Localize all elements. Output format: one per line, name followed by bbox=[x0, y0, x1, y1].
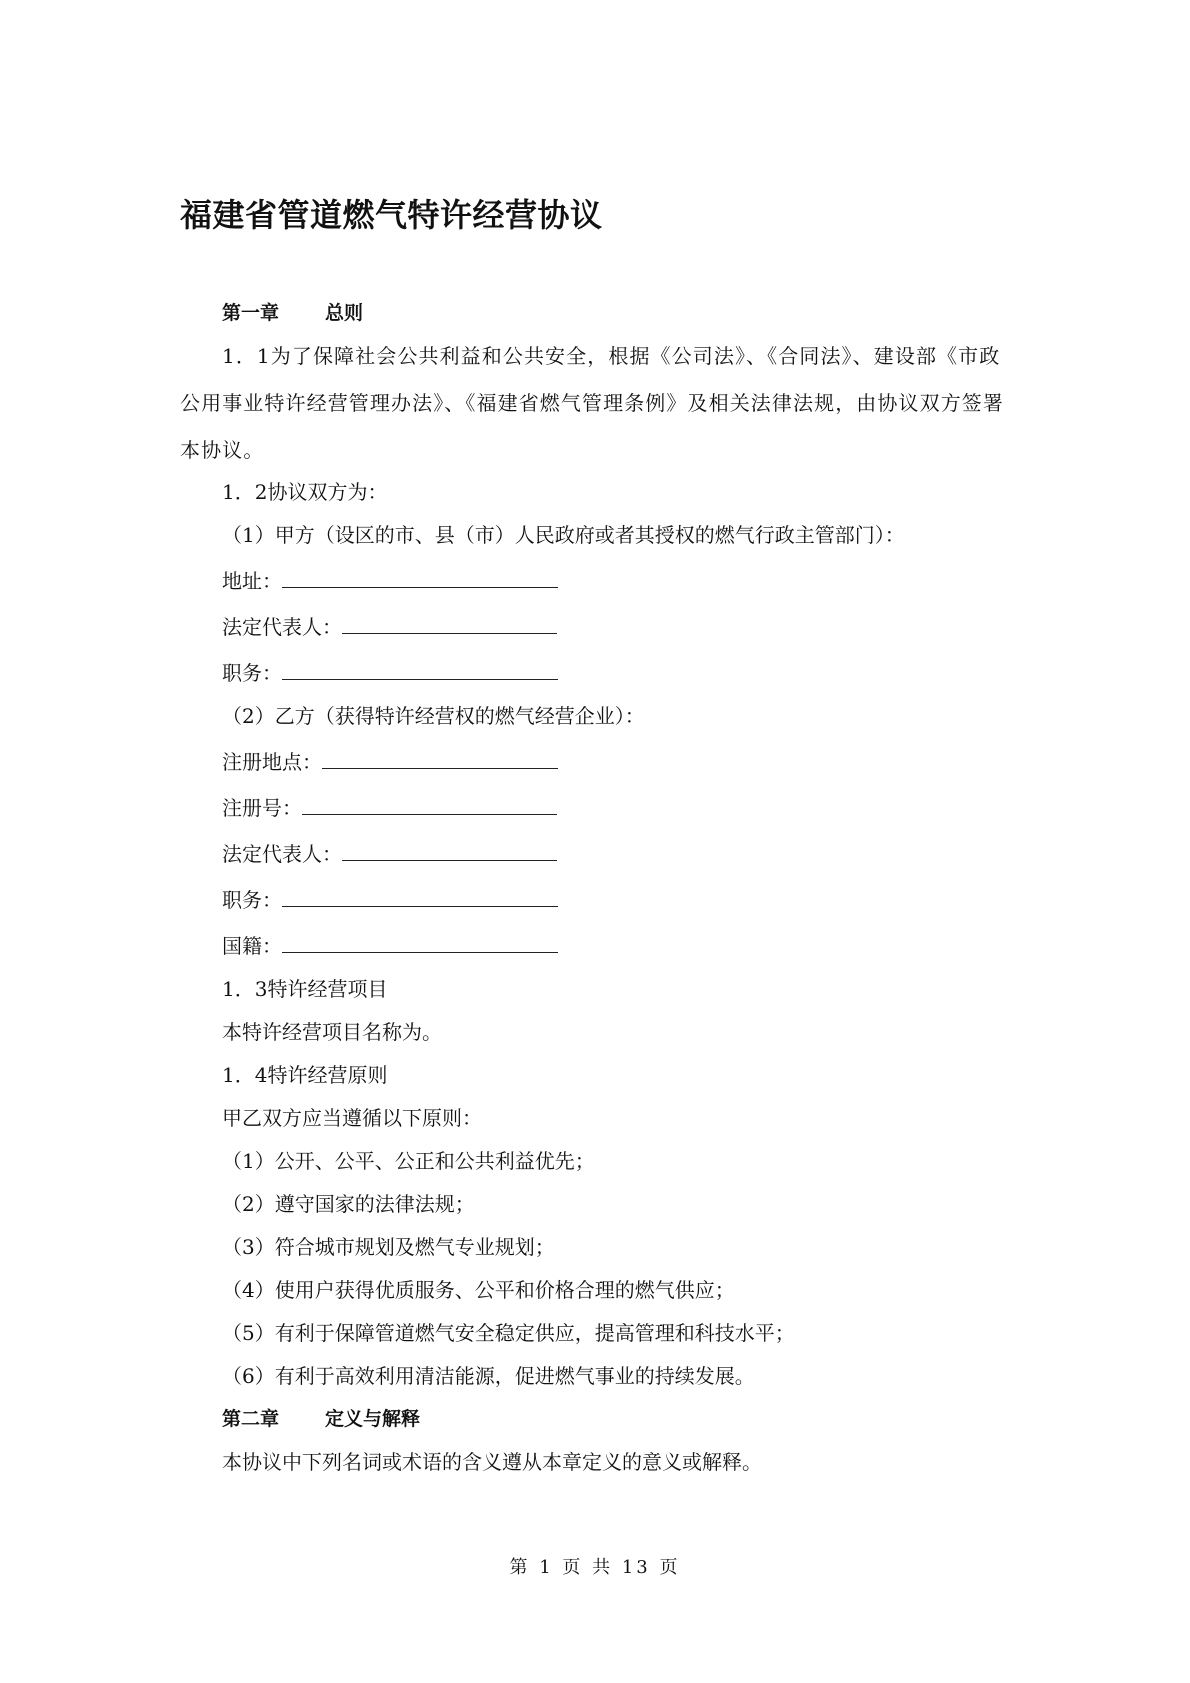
principle-item: （5）有利于保障管道燃气安全稳定供应，提高管理和科技水平； bbox=[222, 1321, 795, 1345]
party-b-legal-rep-blank[interactable] bbox=[342, 838, 557, 861]
principle-item: （1）公开、公平、公正和公共利益优先； bbox=[222, 1149, 595, 1173]
party-b-legal-rep-label: 法定代表人： bbox=[222, 842, 342, 866]
principle-item: （3）符合城市规划及燃气专业规划； bbox=[222, 1235, 555, 1259]
clause-1-3-text: 本特许经营项目名称为。 bbox=[222, 1020, 442, 1044]
chapter-1-name: 总则 bbox=[325, 302, 364, 324]
party-b-position-blank[interactable] bbox=[282, 884, 558, 907]
chapter-2-intro: 本协议中下列名词或术语的含义遵从本章定义的意义或解释。 bbox=[222, 1450, 762, 1474]
document-body bbox=[180, 300, 1010, 1492]
party-b-nationality-blank[interactable] bbox=[282, 930, 558, 953]
party-b-nationality-label: 国籍： bbox=[222, 934, 282, 958]
chapter-2-heading bbox=[180, 1406, 1010, 1433]
party-b-reg-place-label: 注册地点： bbox=[222, 750, 322, 774]
party-a-legal-rep-row bbox=[180, 611, 1010, 641]
party-a-address-blank[interactable] bbox=[282, 565, 558, 588]
party-a-heading: （1）甲方（设区的市、县（市）人民政府或者其授权的燃气行政主管部门）： bbox=[222, 523, 905, 547]
party-a-address-row bbox=[180, 565, 1010, 595]
chapter-2-number: 第二章 bbox=[222, 1408, 280, 1430]
clause-1-2: 1．2协议双方为： bbox=[222, 480, 388, 504]
principle-item: （6）有利于高效利用清洁能源，促进燃气事业的持续发展。 bbox=[222, 1364, 755, 1388]
party-b-reg-no-blank[interactable] bbox=[302, 792, 557, 815]
party-a-position-blank[interactable] bbox=[282, 657, 558, 680]
party-b-reg-no-row bbox=[180, 792, 1010, 822]
party-b-reg-place-blank[interactable] bbox=[322, 746, 558, 769]
party-a-legal-rep-label: 法定代表人： bbox=[222, 615, 342, 639]
party-a-position-row bbox=[180, 657, 1010, 687]
party-b-position-row bbox=[180, 884, 1010, 914]
document-title: 福建省管道燃气特许经营协议 bbox=[180, 196, 603, 234]
party-a-legal-rep-blank[interactable] bbox=[342, 611, 557, 634]
party-b-position-label: 职务： bbox=[222, 888, 282, 912]
party-b-reg-no-label: 注册号： bbox=[222, 796, 302, 820]
page-footer: 第 1 页 共 13 页 bbox=[509, 1557, 681, 1578]
principle-item: （2）遵守国家的法律法规； bbox=[222, 1192, 475, 1216]
clause-1-4: 1．4特许经营原则 bbox=[222, 1063, 388, 1087]
chapter-1-number: 第一章 bbox=[222, 302, 280, 324]
clause-1-1: 1．1为了保障社会公共利益和公共安全，根据《公司法》、《合同法》、建设部《市政公用事业特许经营管理办法》、《福建省燃气管理条例》及相关法律法规，由协议双方签署本协议。 bbox=[180, 344, 1004, 462]
chapter-2-name: 定义与解释 bbox=[325, 1408, 421, 1430]
clause-1-4-text: 甲乙双方应当遵循以下原则： bbox=[222, 1106, 482, 1130]
party-b-reg-place-row bbox=[180, 746, 1010, 776]
clause-1-3: 1．3特许经营项目 bbox=[222, 977, 388, 1001]
party-a-address-label: 地址： bbox=[222, 569, 282, 593]
party-a-position-label: 职务： bbox=[222, 661, 282, 685]
party-b-nationality-row bbox=[180, 930, 1010, 960]
chapter-1-heading bbox=[180, 300, 1010, 327]
principle-item: （4）使用户获得优质服务、公平和价格合理的燃气供应； bbox=[222, 1278, 735, 1302]
party-b-heading: （2）乙方（获得特许经营权的燃气经营企业）： bbox=[222, 704, 645, 728]
party-b-legal-rep-row bbox=[180, 838, 1010, 868]
